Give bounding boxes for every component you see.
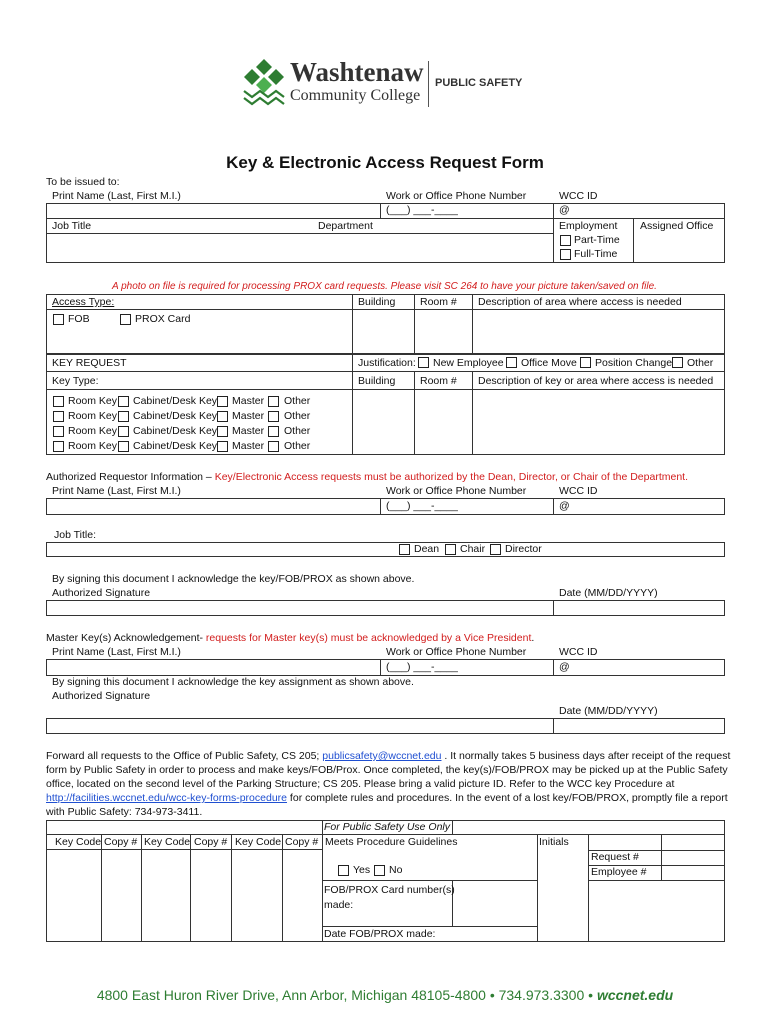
row-divider	[46, 218, 725, 219]
key-row	[0, 425, 352, 440]
cabinet-key-label: Cabinet/Desk Key	[133, 410, 218, 422]
requestor-name-label: Print Name (Last, First M.I.)	[52, 485, 181, 497]
col-divider	[380, 659, 381, 676]
room-key-label: Room Key	[68, 425, 118, 437]
fob-checkbox[interactable]	[53, 314, 64, 325]
col-divider	[472, 371, 473, 455]
other-checkbox[interactable]	[268, 426, 279, 437]
key-code-header: Key Code	[235, 836, 282, 848]
requestor-wcc-id-label: WCC ID	[559, 485, 598, 497]
key-code-header: Key Code	[144, 836, 191, 848]
new-employee-label: New Employee	[433, 357, 504, 369]
logo-name: Washtenaw	[290, 57, 424, 87]
row-divider	[46, 834, 725, 835]
other-checkbox[interactable]	[268, 441, 279, 452]
other-label: Other	[284, 425, 311, 437]
key-description-label: Description of key or area where access is needed	[478, 375, 714, 387]
col-divider	[352, 354, 353, 455]
initials-header: Initials	[539, 836, 569, 848]
master-signature-label: Authorized Signature	[52, 690, 151, 702]
requestor-job-title-label: Job Title:	[54, 529, 97, 541]
requestor-job-title-box[interactable]	[46, 542, 725, 557]
justification-other-label: Other	[687, 357, 714, 369]
description-label: Description of area where access is needed	[478, 296, 682, 308]
copy-header: Copy #	[285, 836, 319, 848]
row-divider	[46, 849, 322, 850]
form-title: Key & Electronic Access Request Form	[226, 153, 544, 172]
requestor-phone-label: Work or Office Phone Number	[386, 485, 527, 497]
forward-bold: Forward all requests to the Office of Public Safety, CS 205	[46, 750, 317, 762]
col-divider	[380, 203, 381, 218]
college-logo	[240, 55, 540, 115]
other-checkbox[interactable]	[268, 411, 279, 422]
master-wcc-id-label: WCC ID	[559, 646, 598, 658]
procedure-link[interactable]: http://facilities.wccnet.edu/wcc-key-forms-procedure	[46, 792, 288, 804]
col-divider	[661, 834, 662, 880]
requestor-signature-label: Authorized Signature	[52, 587, 151, 599]
requestor-heading-text: Authorized Requestor Information –	[46, 471, 215, 483]
phone-label: Work or Office Phone Number	[386, 190, 527, 202]
col-divider	[472, 294, 473, 354]
col-divider	[553, 600, 554, 616]
requestor-heading-red: Key/Electronic Access requests must be authorized by the Dean, Director, or Chair of the Department.	[214, 471, 688, 483]
col-divider	[537, 834, 538, 942]
key-row	[0, 440, 352, 455]
phone-field[interactable]: (___) ___-____	[386, 204, 458, 216]
master-heading-text: Master Key(s) Acknowledgement-	[46, 632, 206, 644]
master-checkbox[interactable]	[217, 426, 228, 437]
other-label: Other	[284, 440, 311, 452]
col-divider	[633, 218, 634, 263]
room-key-label: Room Key	[68, 410, 118, 422]
key-building-label: Building	[358, 375, 396, 387]
footer-address-text: 4800 East Huron River Drive, Ann Arbor, Michigan 48105-4800 • 734.973.3300 •	[96, 987, 597, 1003]
col-divider	[101, 834, 102, 942]
master-wcc-id-field[interactable]: @	[559, 661, 570, 673]
key-room-label: Room #	[420, 375, 457, 387]
master-ack: By signing this document I acknowledge the key assignment as shown above.	[52, 676, 414, 688]
key-request-heading: KEY REQUEST	[52, 357, 127, 369]
cabinet-key-checkbox[interactable]	[118, 411, 129, 422]
position-change-checkbox[interactable]	[580, 357, 591, 368]
building-label: Building	[358, 296, 396, 308]
new-employee-checkbox[interactable]	[418, 357, 429, 368]
fob-numbers-label-2: made:	[324, 899, 354, 911]
room-label: Room #	[420, 296, 457, 308]
requestor-phone-field[interactable]: (___) ___-____	[386, 500, 458, 512]
meets-guidelines-header: Meets Procedure Guidelines	[325, 836, 458, 848]
requestor-signature-box[interactable]	[46, 600, 725, 616]
col-divider	[553, 718, 554, 734]
fob-label: FOB	[68, 313, 90, 325]
forward-line-5: with Public Safety: 734-973-3411.	[46, 806, 203, 818]
requestor-date-label: Date (MM/DD/YYYY)	[559, 587, 658, 599]
col-divider	[553, 498, 554, 515]
request-number-label: Request #	[591, 851, 639, 863]
forward-line-3: office, located on the second level of the Parking Structure; CS 205. Please bring a valid picture ID. Refer to the WCC key Procedure at	[46, 778, 675, 790]
col-divider	[282, 834, 283, 942]
assigned-office-label: Assigned Office	[640, 220, 714, 232]
row-divider	[46, 371, 725, 372]
part-time-label: Part-Time	[574, 234, 620, 246]
col-divider	[352, 294, 353, 354]
master-signature-box[interactable]	[46, 718, 725, 734]
full-time-label: Full-Time	[574, 248, 618, 260]
ps-title: For Public Safety Use Only	[323, 821, 451, 833]
other-label: Other	[284, 410, 311, 422]
office-move-checkbox[interactable]	[506, 357, 517, 368]
copy-header: Copy #	[194, 836, 228, 848]
cabinet-key-checkbox[interactable]	[118, 441, 129, 452]
col-divider	[322, 820, 323, 942]
room-key-label: Room Key	[68, 440, 118, 452]
forward-line1-rest: . It normally takes 5 business days after receipt of the request	[441, 750, 731, 762]
requestor-heading	[46, 471, 688, 484]
room-key-checkbox[interactable]	[53, 411, 64, 422]
master-label: Master	[232, 440, 265, 452]
issued-to-heading: To be issued to:	[46, 176, 120, 188]
cabinet-key-label: Cabinet/Desk Key	[133, 395, 218, 407]
master-heading-end: .	[531, 632, 535, 644]
forward-line-2: form by Public Safety in order to process and make keys/FOB/Prox. Once completed, the key(s)/FOB/PROX may be picked up at the Public Safety	[46, 764, 728, 776]
cabinet-key-checkbox[interactable]	[118, 426, 129, 437]
full-time-checkbox[interactable]	[560, 249, 571, 260]
fob-numbers-label-1: FOB/PROX Card number(s)	[324, 884, 455, 896]
key-row	[0, 410, 352, 425]
col-divider	[452, 820, 453, 834]
master-heading-red: requests for Master key(s) must be acknowledged by a Vice President	[205, 632, 532, 644]
forward-line-1	[46, 750, 730, 763]
requestor-wcc-id-field[interactable]: @	[559, 500, 570, 512]
col-divider	[414, 371, 415, 455]
dean-label: Dean	[414, 543, 440, 555]
date-made-label: Date FOB/PROX made:	[324, 928, 436, 940]
key-code-header: Key Code	[55, 836, 102, 848]
master-checkbox[interactable]	[217, 411, 228, 422]
room-key-checkbox[interactable]	[53, 396, 64, 407]
part-time-checkbox[interactable]	[560, 235, 571, 246]
other-checkbox[interactable]	[268, 396, 279, 407]
photo-note: A photo on file is required for processing PROX card requests. Please visit SC 264 to have your picture taken/saved on file.	[112, 281, 657, 292]
row-divider	[322, 880, 537, 881]
director-label: Director	[505, 543, 542, 555]
row-divider	[46, 389, 725, 390]
master-label: Master	[232, 410, 265, 422]
director-checkbox[interactable]	[490, 544, 501, 555]
department-label: Department	[318, 220, 373, 232]
col-divider	[231, 834, 232, 942]
col-divider	[553, 203, 554, 263]
office-move-label: Office Move	[521, 357, 577, 369]
access-type-label: Access Type:	[52, 296, 115, 308]
row-divider	[46, 309, 725, 310]
row-divider	[46, 233, 553, 234]
key-type-label: Key Type:	[52, 375, 99, 387]
key-row	[0, 395, 352, 410]
master-phone-label: Work or Office Phone Number	[386, 646, 527, 658]
forward-sep: ;	[316, 750, 323, 762]
wcc-id-field[interactable]: @	[559, 204, 570, 216]
print-name-label: Print Name (Last, First M.I.)	[52, 190, 181, 202]
leaf-emblem-icon	[242, 57, 286, 109]
footer-site[interactable]: wccnet.edu	[596, 987, 674, 1003]
cabinet-key-checkbox[interactable]	[118, 396, 129, 407]
room-key-checkbox[interactable]	[53, 441, 64, 452]
master-label: Master	[232, 395, 265, 407]
position-change-label: Position Change	[595, 357, 673, 369]
master-name-label: Print Name (Last, First M.I.)	[52, 646, 181, 658]
room-key-checkbox[interactable]	[53, 426, 64, 437]
yes-checkbox[interactable]	[338, 865, 349, 876]
copy-header: Copy #	[104, 836, 138, 848]
no-checkbox[interactable]	[374, 865, 385, 876]
prox-card-label: PROX Card	[135, 313, 191, 325]
email-link[interactable]: publicsafety@wccnet.edu	[322, 750, 442, 762]
cabinet-key-label: Cabinet/Desk Key	[133, 425, 218, 437]
other-label: Other	[284, 395, 311, 407]
master-checkbox[interactable]	[217, 441, 228, 452]
logo-dept: PUBLIC SAFETY	[435, 77, 523, 89]
row-divider	[588, 880, 725, 881]
master-heading	[46, 632, 534, 645]
employment-label: Employment	[559, 220, 618, 232]
chair-checkbox[interactable]	[445, 544, 456, 555]
col-divider	[190, 834, 191, 942]
col-divider	[414, 294, 415, 354]
master-phone-field[interactable]: (___) ___-____	[386, 661, 458, 673]
wcc-id-label: WCC ID	[559, 190, 598, 202]
job-title-label: Job Title	[52, 220, 92, 232]
requestor-ack: By signing this document I acknowledge the key/FOB/PROX as shown above.	[52, 573, 415, 585]
dean-checkbox[interactable]	[399, 544, 410, 555]
cabinet-key-label: Cabinet/Desk Key	[133, 440, 218, 452]
name-field[interactable]	[47, 204, 379, 217]
no-label: No	[389, 864, 403, 876]
master-date-label: Date (MM/DD/YYYY)	[559, 705, 658, 717]
employee-number-label: Employee #	[591, 866, 647, 878]
chair-label: Chair	[460, 543, 486, 555]
yes-label: Yes	[353, 864, 371, 876]
logo-sub: Community College	[290, 87, 421, 104]
forward-line-4	[46, 792, 728, 805]
master-label: Master	[232, 425, 265, 437]
master-checkbox[interactable]	[217, 396, 228, 407]
logo-divider	[428, 61, 429, 107]
col-divider	[141, 834, 142, 942]
col-divider	[380, 498, 381, 515]
prox-card-checkbox[interactable]	[120, 314, 131, 325]
col-divider	[553, 659, 554, 676]
forward-line4-rest: for complete rules and procedures. In the event of a lost key/FOB/PROX, promptly file a report	[287, 792, 728, 804]
row-divider	[322, 926, 537, 927]
justification-label: Justification:	[358, 357, 416, 369]
footer-address	[0, 987, 770, 1003]
room-key-label: Room Key	[68, 395, 118, 407]
justification-other-checkbox[interactable]	[672, 357, 683, 368]
